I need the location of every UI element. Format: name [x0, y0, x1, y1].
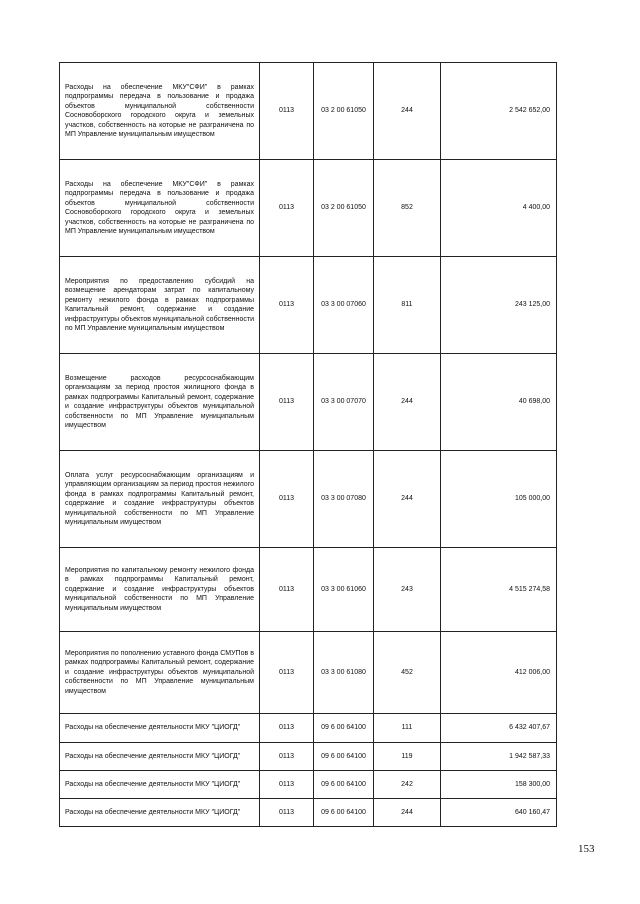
target-article-code: 03 2 00 61050: [314, 160, 374, 257]
section-code: 0113: [260, 632, 314, 714]
target-article-code: 09 6 00 64100: [314, 714, 374, 743]
expense-description: Расходы на обеспечение деятельности МКУ "ЦИОГД": [60, 799, 260, 827]
expense-description: Расходы на обеспечение деятельности МКУ "ЦИОГД": [60, 743, 260, 771]
target-article-code: 03 3 00 07060: [314, 257, 374, 354]
amount: 412 006,00: [441, 632, 557, 714]
table-row: [60, 799, 557, 827]
expense-description: Мероприятия по пополнению уставного фонда СМУПов в рамках подпрограммы Капитальный ремонт, содержание и создание инфраструктуры объектов муниципальной собственности по МП Управление муниципальным имуществом: [60, 632, 260, 714]
table-row: [60, 714, 557, 743]
amount: 40 698,00: [441, 354, 557, 451]
amount: 1 942 587,33: [441, 743, 557, 771]
expense-type-code: 244: [374, 63, 441, 160]
expense-type-code: 244: [374, 799, 441, 827]
target-article-code: 09 6 00 64100: [314, 771, 374, 799]
expense-type-code: 242: [374, 771, 441, 799]
expense-description: Расходы на обеспечение МКУ"СФИ" в рамках подпрограммы передача в пользование и продажа объектов муниципальной собственности Сосновоборского городского округа и земельных участков, собственность на которые не разграничена по МП Управление муниципальным имуществом: [60, 160, 260, 257]
table-row: [60, 257, 557, 354]
amount: 2 542 652,00: [441, 63, 557, 160]
table-row: [60, 63, 557, 160]
expense-type-code: 852: [374, 160, 441, 257]
section-code: 0113: [260, 799, 314, 827]
expense-type-code: 119: [374, 743, 441, 771]
expense-description: Мероприятия по капитальному ремонту нежилого фонда в рамках подпрограммы Капитальный ремонт, содержание и создание инфраструктуры объектов муниципальной собственности по МП Управление муниципальным имуществом: [60, 548, 260, 632]
amount: 6 432 407,67: [441, 714, 557, 743]
expense-description: Расходы на обеспечение деятельности МКУ "ЦИОГД": [60, 714, 260, 743]
expense-description: Возмещение расходов ресурсоснабжающим организациям за период простоя жилищного фонда в рамках подпрограммы Капитальный ремонт, содержание и создание инфраструктуры объектов муниципальной собственности по МП Управление муниципальным имуществом: [60, 354, 260, 451]
table-row: [60, 160, 557, 257]
target-article-code: 09 6 00 64100: [314, 799, 374, 827]
budget-table: [59, 62, 557, 827]
table-row: [60, 548, 557, 632]
section-code: 0113: [260, 160, 314, 257]
amount: 4 400,00: [441, 160, 557, 257]
target-article-code: 03 2 00 61050: [314, 63, 374, 160]
section-code: 0113: [260, 771, 314, 799]
amount: 243 125,00: [441, 257, 557, 354]
expense-type-code: 244: [374, 354, 441, 451]
expense-description: Расходы на обеспечение деятельности МКУ "ЦИОГД": [60, 771, 260, 799]
section-code: 0113: [260, 257, 314, 354]
target-article-code: 03 3 00 07070: [314, 354, 374, 451]
target-article-code: 03 3 00 07080: [314, 451, 374, 548]
target-article-code: 03 3 00 61060: [314, 548, 374, 632]
page-number: 153: [578, 843, 595, 855]
amount: 640 160,47: [441, 799, 557, 827]
section-code: 0113: [260, 714, 314, 743]
table-row: [60, 354, 557, 451]
expense-type-code: 111: [374, 714, 441, 743]
expense-type-code: 811: [374, 257, 441, 354]
target-article-code: 03 3 00 61080: [314, 632, 374, 714]
amount: 158 300,00: [441, 771, 557, 799]
section-code: 0113: [260, 354, 314, 451]
section-code: 0113: [260, 743, 314, 771]
amount: 4 515 274,58: [441, 548, 557, 632]
expense-type-code: 452: [374, 632, 441, 714]
section-code: 0113: [260, 451, 314, 548]
expense-description: Оплата услуг ресурсоснабжающим организациям и управляющим организациям за период простоя нежилого фонда в рамках подпрограммы Капитальный ремонт, содержание и создание инфраструктуры объектов муниципальной собственности по МП Управление муниципальным имуществом: [60, 451, 260, 548]
expense-description: Расходы на обеспечение МКУ"СФИ" в рамках подпрограммы передача в пользование и продажа объектов муниципальной собственности Сосновоборского городского округа и земельных участков, собственность на которые не разграничена по МП Управление муниципальным имуществом: [60, 63, 260, 160]
table-row: [60, 451, 557, 548]
amount: 105 000,00: [441, 451, 557, 548]
target-article-code: 09 6 00 64100: [314, 743, 374, 771]
table-row: [60, 771, 557, 799]
section-code: 0113: [260, 548, 314, 632]
table-row: [60, 743, 557, 771]
expense-type-code: 243: [374, 548, 441, 632]
section-code: 0113: [260, 63, 314, 160]
expense-type-code: 244: [374, 451, 441, 548]
expense-description: Мероприятия по предоставлению субсидий на возмещение арендаторам затрат по капитальному ремонту нежилого фонда в рамках подпрограммы Капитальный ремонт, содержание и создание инфраструктуры объектов муниципальной собственности по МП Управление муниципальным имуществом: [60, 257, 260, 354]
table-row: [60, 632, 557, 714]
